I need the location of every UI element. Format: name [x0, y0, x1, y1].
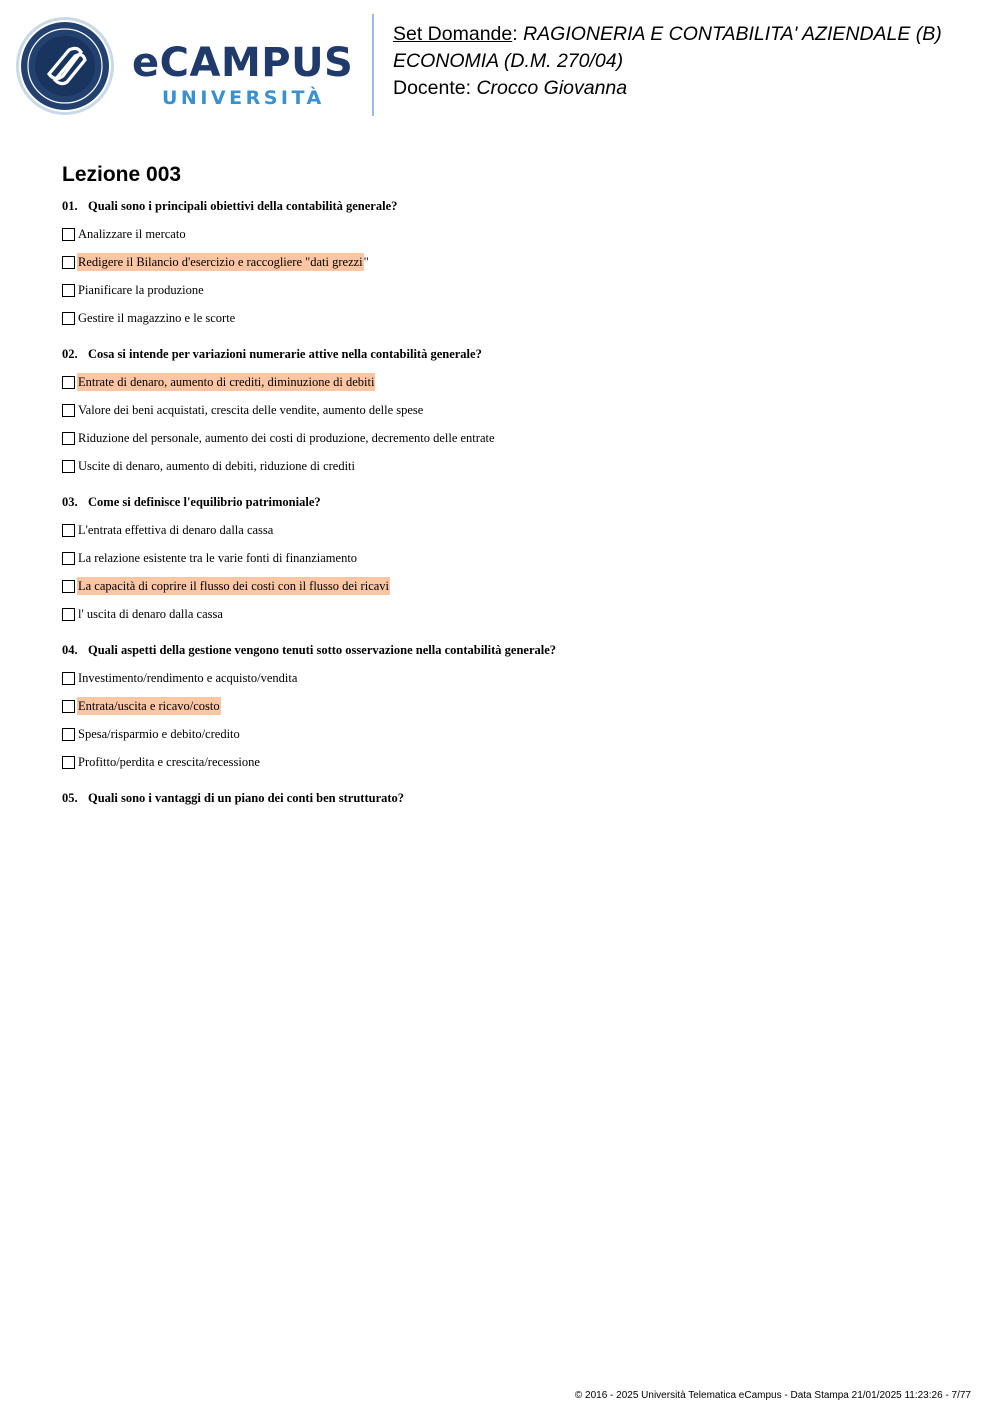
answer-option[interactable]	[62, 692, 962, 720]
answer-option[interactable]	[62, 276, 962, 304]
answer-text: Investimento/rendimento e acquisto/vendita	[78, 671, 298, 685]
answer-option[interactable]	[62, 720, 962, 748]
answer-text: La relazione esistente tra le varie fonti di finanziamento	[78, 551, 358, 565]
question-text: Come si definisce l'equilibrio patrimoniale?	[88, 495, 321, 509]
teacher-line	[393, 75, 983, 102]
answer-checkbox[interactable]	[62, 228, 75, 241]
question-number: 02.	[62, 347, 78, 361]
answer-option[interactable]	[62, 220, 962, 248]
question-text: Quali aspetti della gestione vengono tenuti sotto osservazione nella contabilità generale?	[88, 643, 557, 657]
answer-option[interactable]	[62, 544, 962, 572]
answer-text-suffix: "	[363, 255, 369, 269]
answer-text: Analizzare il mercato	[78, 227, 186, 241]
answer-checkbox[interactable]	[62, 552, 75, 565]
answer-text-highlighted: Redigere il Bilancio d'esercizio e raccogliere "dati grezzi	[78, 255, 363, 269]
answer-text-highlighted: La capacità di coprire il flusso dei costi con il flusso dei ricavi	[78, 579, 390, 593]
answer-text: Uscite di denaro, aumento di debiti, riduzione di crediti	[78, 459, 356, 473]
answer-text: Pianificare la produzione	[78, 283, 204, 297]
answer-option[interactable]	[62, 516, 962, 544]
answer-checkbox[interactable]	[62, 728, 75, 741]
brand-name: eCAMPUS	[132, 40, 354, 86]
answer-option[interactable]	[62, 452, 962, 480]
ecampus-seal-logo	[15, 16, 115, 116]
answer-checkbox[interactable]	[62, 524, 75, 537]
set-label: Set Domande	[393, 23, 513, 45]
answer-option[interactable]	[62, 396, 962, 424]
question-block	[62, 346, 962, 480]
answer-checkbox[interactable]	[62, 460, 75, 473]
teacher-label: Docente:	[393, 77, 477, 99]
question-number: 01.	[62, 199, 78, 213]
answer-text-highlighted: Entrata/uscita e ricavo/costo	[78, 699, 220, 713]
answer-checkbox[interactable]	[62, 404, 75, 417]
answer-checkbox[interactable]	[62, 700, 75, 713]
question-block	[62, 198, 962, 332]
answer-text: Valore dei beni acquistati, crescita delle vendite, aumento delle spese	[78, 403, 424, 417]
ecampus-wordmark-logo	[132, 40, 357, 112]
answer-checkbox[interactable]	[62, 432, 75, 445]
answer-checkbox[interactable]	[62, 756, 75, 769]
teacher-name: Crocco Giovanna	[476, 77, 628, 99]
lesson-title: Lezione 003	[62, 163, 182, 186]
answer-text-highlighted: Entrate di denaro, aumento di crediti, diminuzione di debiti	[78, 375, 375, 389]
answer-option[interactable]	[62, 248, 962, 276]
page-content	[62, 162, 962, 820]
answer-checkbox[interactable]	[62, 580, 75, 593]
question-text: Cosa si intende per variazioni numerarie attive nella contabilità generale?	[88, 347, 482, 361]
answer-text: Spesa/risparmio e debito/credito	[78, 727, 240, 741]
header-divider	[372, 14, 374, 116]
question-list	[62, 198, 962, 806]
answer-option[interactable]	[62, 600, 962, 628]
answer-option[interactable]	[62, 572, 962, 600]
set-separator: :	[512, 23, 524, 45]
answer-option[interactable]	[62, 304, 962, 332]
answer-text: L'entrata effettiva di denaro dalla cassa	[78, 523, 274, 537]
question-block	[62, 790, 962, 806]
set-line	[393, 21, 983, 48]
page-header	[0, 0, 1000, 130]
answer-option[interactable]	[62, 368, 962, 396]
question-number: 03.	[62, 495, 78, 509]
question-block	[62, 494, 962, 628]
page-footer: © 2016 - 2025 Università Telematica eCampus - Data Stampa 21/01/2025 11:23:26 - 7/77	[574, 1390, 971, 1401]
set-title-line2-row	[393, 48, 983, 75]
brand-subtitle: UNIVERSITÀ	[162, 87, 325, 109]
answer-option[interactable]	[62, 424, 962, 452]
answer-option[interactable]	[62, 664, 962, 692]
question-title	[62, 346, 962, 362]
question-title	[62, 790, 962, 806]
question-text: Quali sono i vantaggi di un piano dei conti ben strutturato?	[88, 791, 405, 805]
answer-checkbox[interactable]	[62, 608, 75, 621]
answer-checkbox[interactable]	[62, 312, 75, 325]
question-text: Quali sono i principali obiettivi della contabilità generale?	[88, 199, 398, 213]
question-title	[62, 642, 962, 658]
question-title	[62, 198, 962, 214]
question-number: 05.	[62, 791, 78, 805]
question-title	[62, 494, 962, 510]
answer-option[interactable]	[62, 748, 962, 776]
answer-text: Gestire il magazzino e le scorte	[78, 311, 236, 325]
question-block	[62, 642, 962, 776]
header-info	[393, 21, 983, 102]
answer-checkbox[interactable]	[62, 376, 75, 389]
answer-checkbox[interactable]	[62, 284, 75, 297]
answer-text: Profitto/perdita e crescita/recessione	[78, 755, 260, 769]
answer-checkbox[interactable]	[62, 256, 75, 269]
answer-text: Riduzione del personale, aumento dei costi di produzione, decremento delle entrate	[78, 431, 495, 445]
set-title-line2: ECONOMIA (D.M. 270/04)	[393, 50, 624, 72]
answer-checkbox[interactable]	[62, 672, 75, 685]
set-title-line1: RAGIONERIA E CONTABILITA' AZIENDALE (B)	[523, 23, 942, 45]
answer-text: l' uscita di denaro dalla cassa	[78, 607, 223, 621]
question-number: 04.	[62, 643, 78, 657]
